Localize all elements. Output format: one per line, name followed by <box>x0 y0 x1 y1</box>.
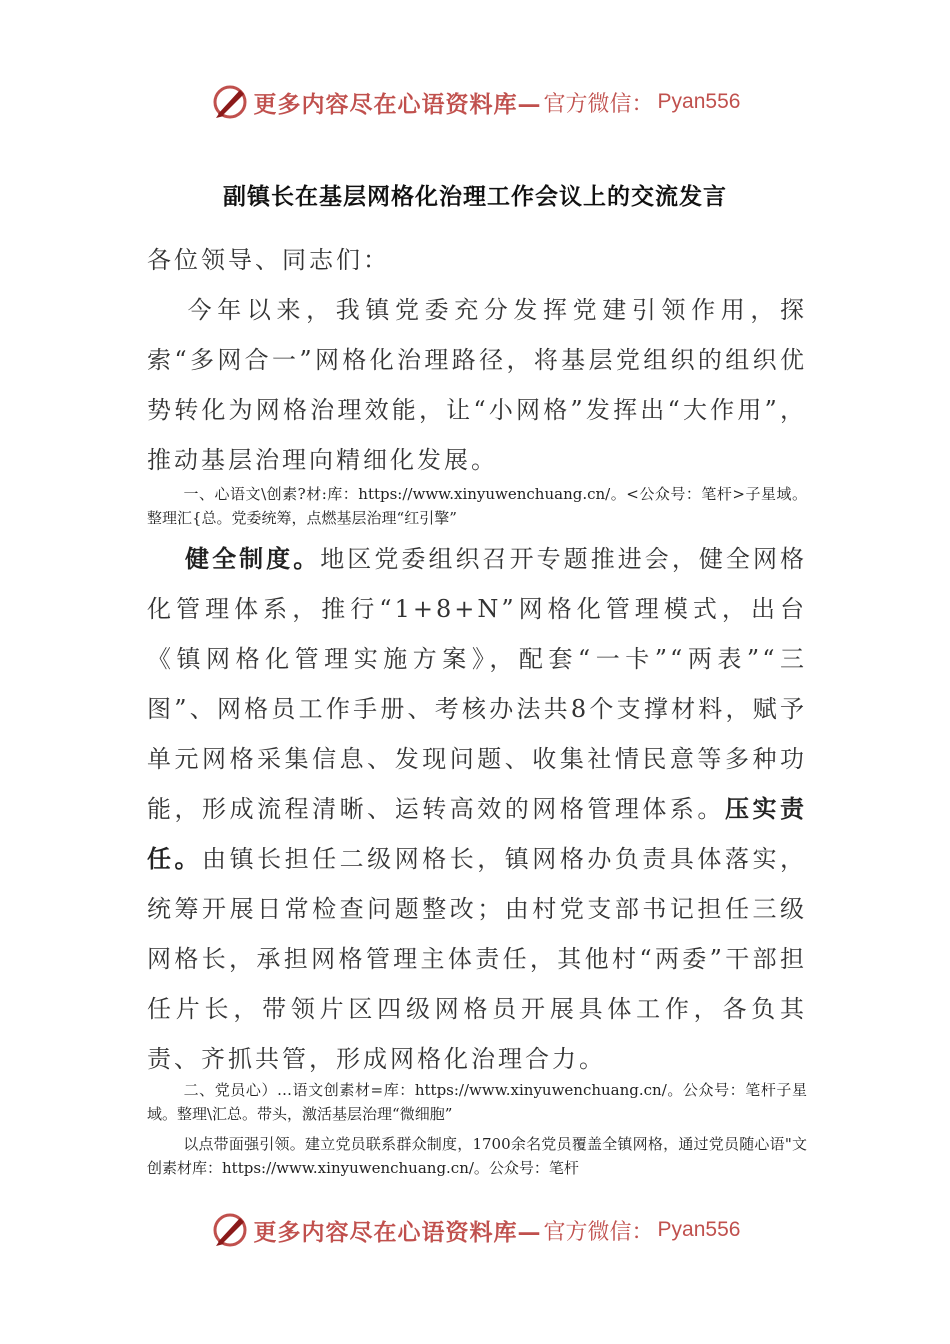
banner-text: 更多内容尽在心语资料库— <box>253 90 542 118</box>
lead-yashi-zeren: 压实责任。 <box>147 794 808 873</box>
banner-wechat-id: Pyan556 <box>657 1218 741 1241</box>
section2-heading <box>147 1078 807 1126</box>
document-title: 副镇长在基层网格化治理工作会议上的交流发言 <box>223 183 727 210</box>
paragraph-lead-by-example <box>147 1132 807 1180</box>
pen-logo-icon <box>210 1210 250 1250</box>
banner-wechat-label: 官方微信： <box>543 91 654 117</box>
paragraph-intro <box>147 285 807 485</box>
banner-wechat-label: 官方微信： <box>543 1219 654 1245</box>
paragraph-system-text1: 地区党委组织召开专题推进会，健全网格化管理体系，推行“1+8+N”网格化管理模式，出台《镇网格化管理实施方案》，配套“一卡”“两表”“三图”、网格员工作手册、考核办法共8个支撑材料，赋予单元网格采集信息、发现问题、收集社情民意等多种功能，形成流程清晰、运转高效的网格管理体系。 <box>147 545 808 823</box>
banner-text: 更多内容尽在心语资料库— <box>253 1218 542 1246</box>
section1-heading <box>147 482 807 530</box>
paragraph-system <box>147 534 807 1084</box>
pen-logo-icon <box>210 82 250 122</box>
section2-heading-text: 二、党员心）…语文创素材=库：https://www.xinyuwenchuang.cn/。公众号：笔杆子星域。整理\汇总。带头，激活基层治理“微细胞” <box>147 1081 807 1123</box>
section1-heading-text: 一、心语文\创素?材:库：https://www.xinyuwenchuang.cn/。<公众号：笔杆>子星域。整理汇{总。党委统筹，点燃基层治理“红引擎” <box>147 485 807 527</box>
footer-banner <box>0 1210 950 1250</box>
lead-jianquan-zhidu: 健全制度。 <box>185 544 321 573</box>
paragraph-intro-text: 今年以来，我镇党委充分发挥党建引领作用，探索“多网合一”网格化治理路径，将基层党组织的组织优势转化为网格治理效能，让“小网格”发挥出“大作用”，推动基层治理向精细化发展。 <box>147 296 807 474</box>
paragraph-system-text2: 由镇长担任二级网格长，镇网格办负责具体落实，统筹开展日常检查问题整改；由村党支部书记担任三级网格长，承担网格管理主体责任，其他村“两委”干部担任片长，带领片区四级网格员开展具体工作，各负其责、齐抓共管，形成网格化治理合力。 <box>147 845 808 1073</box>
header-banner <box>0 82 950 122</box>
salutation: 各位领导、同志们： <box>147 246 390 274</box>
paragraph-lead-by-example-text: 以点带面强引领。建立党员联系群众制度，1700余名党员覆盖全镇网格，通过党员随心语"文创素材库：https://www.xinyuwenchuang.cn/。公众号：笔杆 <box>147 1135 807 1177</box>
banner-wechat-id: Pyan556 <box>657 90 741 113</box>
